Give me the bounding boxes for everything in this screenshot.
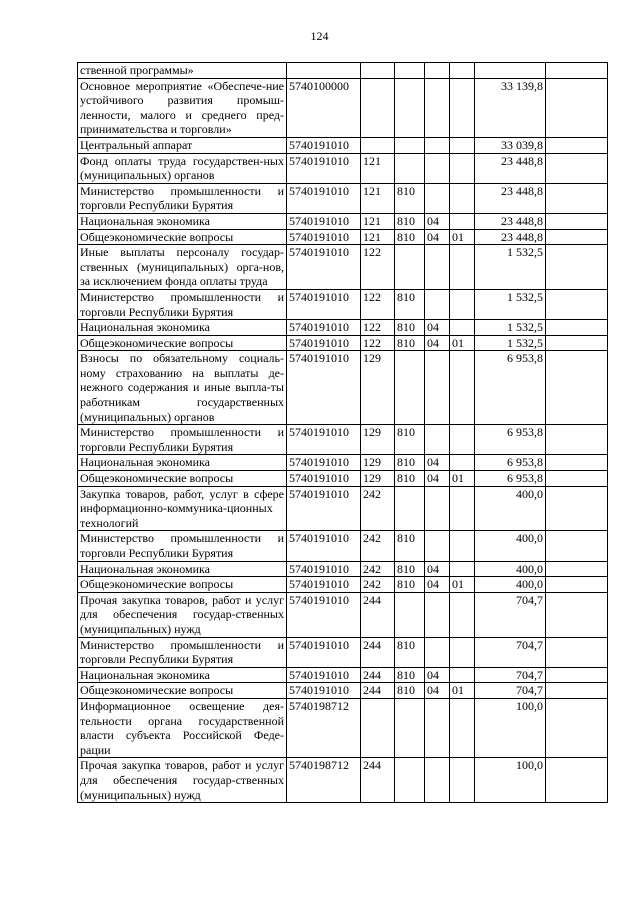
row-extra (546, 455, 608, 471)
row-ministry-code: 810 (395, 335, 425, 351)
row-section: 04 (425, 561, 450, 577)
row-amount: 1 532,5 (475, 289, 546, 319)
row-name: Иные выплаты персоналу государ-ственных (муниципальных) орга-нов, за исключением фонда оплаты труда (78, 245, 287, 290)
row-section (425, 698, 450, 757)
row-section: 04 (425, 229, 450, 245)
row-subsection (450, 320, 475, 336)
row-name: Общеэкономические вопросы (78, 229, 287, 245)
row-section (425, 486, 450, 531)
table-row (78, 289, 608, 319)
row-ministry-code: 810 (395, 531, 425, 561)
row-name: Национальная экономика (78, 561, 287, 577)
row-name: Фонд оплаты труда государствен-ных (муниципальных) органов (78, 153, 287, 183)
row-ministry-code: 810 (395, 289, 425, 319)
row-name: Национальная экономика (78, 320, 287, 336)
row-amount: 6 953,8 (475, 471, 546, 487)
table-row (78, 137, 608, 153)
row-extra (546, 471, 608, 487)
row-code: 5740191010 (287, 229, 361, 245)
table-row (78, 320, 608, 336)
row-ministry-code: 810 (395, 471, 425, 487)
row-code: 5740191010 (287, 637, 361, 667)
row-expense-type (361, 63, 395, 79)
row-section: 04 (425, 577, 450, 593)
row-ministry-code (395, 153, 425, 183)
row-section: 04 (425, 213, 450, 229)
row-code: 5740191010 (287, 289, 361, 319)
row-name: Основное мероприятие «Обеспече-ние устойчивого развития промыш-ленности, малого и среднего пред-принимательства и торговли» (78, 78, 287, 137)
row-name: Национальная экономика (78, 667, 287, 683)
row-expense-type: 242 (361, 486, 395, 531)
row-name: Общеэкономические вопросы (78, 577, 287, 593)
row-amount: 23 448,8 (475, 213, 546, 229)
row-ministry-code (395, 592, 425, 637)
row-subsection: 01 (450, 577, 475, 593)
row-section (425, 531, 450, 561)
row-extra (546, 592, 608, 637)
row-amount: 704,7 (475, 637, 546, 667)
row-amount: 100,0 (475, 758, 546, 803)
row-amount: 33 039,8 (475, 137, 546, 153)
table-row (78, 592, 608, 637)
row-section (425, 637, 450, 667)
row-section: 04 (425, 335, 450, 351)
row-expense-type (361, 78, 395, 137)
table-row (78, 577, 608, 593)
row-subsection: 01 (450, 229, 475, 245)
row-code: 5740191010 (287, 425, 361, 455)
row-section (425, 63, 450, 79)
row-expense-type: 121 (361, 213, 395, 229)
row-extra (546, 577, 608, 593)
row-ministry-code: 810 (395, 637, 425, 667)
row-ministry-code: 810 (395, 425, 425, 455)
row-name: Закупка товаров, работ, услуг в сфере информационно-коммуника-ционных технологий (78, 486, 287, 531)
row-ministry-code (395, 137, 425, 153)
table-row (78, 213, 608, 229)
row-ministry-code (395, 78, 425, 137)
row-section (425, 351, 450, 425)
row-extra (546, 78, 608, 137)
row-expense-type (361, 137, 395, 153)
row-amount: 6 953,8 (475, 425, 546, 455)
row-name: Взносы по обязательному социаль-ному страхованию на выплаты де-нежного содержания и иные выпла-ты работникам государственных (муниципальных) органов (78, 351, 287, 425)
row-code: 5740191010 (287, 455, 361, 471)
row-extra (546, 137, 608, 153)
row-extra (546, 667, 608, 683)
row-code: 5740198712 (287, 698, 361, 757)
row-ministry-code: 810 (395, 561, 425, 577)
row-amount: 100,0 (475, 698, 546, 757)
row-subsection (450, 758, 475, 803)
row-code: 5740191010 (287, 351, 361, 425)
row-code: 5740191010 (287, 683, 361, 699)
row-subsection (450, 486, 475, 531)
row-subsection (450, 561, 475, 577)
table-row (78, 425, 608, 455)
row-amount: 23 448,8 (475, 153, 546, 183)
row-subsection: 01 (450, 471, 475, 487)
row-name: Информационное освещение дея-тельности органа государственной власти субъекта Российской Феде-рации (78, 698, 287, 757)
row-code: 5740191010 (287, 153, 361, 183)
table-row (78, 153, 608, 183)
row-name: Национальная экономика (78, 213, 287, 229)
row-ministry-code: 810 (395, 183, 425, 213)
row-code: 5740191010 (287, 561, 361, 577)
row-name: Министерство промышленности и торговли Республики Бурятия (78, 183, 287, 213)
row-extra (546, 229, 608, 245)
row-expense-type: 121 (361, 229, 395, 245)
row-code: 5740100000 (287, 78, 361, 137)
row-extra (546, 63, 608, 79)
row-expense-type: 242 (361, 577, 395, 593)
row-name: Министерство промышленности и торговли Республики Бурятия (78, 289, 287, 319)
row-expense-type: 122 (361, 335, 395, 351)
row-code: 5740191010 (287, 137, 361, 153)
row-section (425, 289, 450, 319)
row-amount: 23 448,8 (475, 229, 546, 245)
row-amount: 400,0 (475, 486, 546, 531)
row-code: 5740191010 (287, 213, 361, 229)
row-expense-type: 121 (361, 153, 395, 183)
row-name: Национальная экономика (78, 455, 287, 471)
table-row (78, 561, 608, 577)
row-name: Общеэкономические вопросы (78, 683, 287, 699)
row-amount: 400,0 (475, 577, 546, 593)
row-section: 04 (425, 455, 450, 471)
row-subsection (450, 425, 475, 455)
row-ministry-code: 810 (395, 683, 425, 699)
row-subsection (450, 592, 475, 637)
row-extra (546, 425, 608, 455)
row-subsection (450, 63, 475, 79)
row-subsection: 01 (450, 683, 475, 699)
row-ministry-code (395, 351, 425, 425)
row-ministry-code: 810 (395, 213, 425, 229)
row-subsection (450, 213, 475, 229)
row-name: Общеэкономические вопросы (78, 471, 287, 487)
table-row (78, 78, 608, 137)
row-name: Министерство промышленности и торговли Республики Бурятия (78, 425, 287, 455)
table-row (78, 229, 608, 245)
table-row (78, 698, 608, 757)
row-ministry-code (395, 698, 425, 757)
row-name: Прочая закупка товаров, работ и услуг для обеспечения государ-ственных (муниципальных) нужд (78, 758, 287, 803)
row-name: Центральный аппарат (78, 137, 287, 153)
row-amount: 704,7 (475, 592, 546, 637)
row-expense-type: 129 (361, 351, 395, 425)
budget-table (77, 62, 608, 803)
row-section (425, 78, 450, 137)
row-expense-type: 129 (361, 471, 395, 487)
row-expense-type: 122 (361, 320, 395, 336)
row-code: 5740191010 (287, 531, 361, 561)
row-subsection (450, 289, 475, 319)
row-subsection (450, 531, 475, 561)
row-amount: 33 139,8 (475, 78, 546, 137)
row-ministry-code (395, 245, 425, 290)
row-section (425, 183, 450, 213)
row-extra (546, 320, 608, 336)
row-expense-type (361, 698, 395, 757)
row-ministry-code (395, 758, 425, 803)
row-name: Общеэкономические вопросы (78, 335, 287, 351)
row-expense-type: 122 (361, 245, 395, 290)
row-extra (546, 683, 608, 699)
row-subsection (450, 351, 475, 425)
row-ministry-code: 810 (395, 320, 425, 336)
row-extra (546, 245, 608, 290)
row-subsection (450, 667, 475, 683)
table-row (78, 335, 608, 351)
table-row (78, 471, 608, 487)
row-ministry-code: 810 (395, 455, 425, 471)
row-amount: 6 953,8 (475, 455, 546, 471)
row-code: 5740198712 (287, 758, 361, 803)
row-section (425, 592, 450, 637)
row-extra (546, 351, 608, 425)
table-row (78, 637, 608, 667)
row-expense-type: 122 (361, 289, 395, 319)
row-ministry-code (395, 486, 425, 531)
row-extra (546, 213, 608, 229)
row-section: 04 (425, 320, 450, 336)
table-row (78, 63, 608, 79)
table-row (78, 531, 608, 561)
row-expense-type: 244 (361, 683, 395, 699)
row-section (425, 425, 450, 455)
row-expense-type: 244 (361, 667, 395, 683)
row-ministry-code: 810 (395, 667, 425, 683)
table-row (78, 455, 608, 471)
table-row (78, 351, 608, 425)
row-code: 5740191010 (287, 577, 361, 593)
row-subsection (450, 153, 475, 183)
row-amount: 1 532,5 (475, 245, 546, 290)
row-subsection (450, 637, 475, 667)
row-amount: 1 532,5 (475, 320, 546, 336)
table-row (78, 683, 608, 699)
row-expense-type: 244 (361, 592, 395, 637)
row-ministry-code: 810 (395, 577, 425, 593)
row-code: 5740191010 (287, 245, 361, 290)
row-name: Министерство промышленности и торговли Республики Бурятия (78, 531, 287, 561)
row-amount: 23 448,8 (475, 183, 546, 213)
row-extra (546, 698, 608, 757)
row-extra (546, 335, 608, 351)
row-extra (546, 486, 608, 531)
row-expense-type: 121 (361, 183, 395, 213)
row-section: 04 (425, 683, 450, 699)
row-extra (546, 637, 608, 667)
row-subsection: 01 (450, 335, 475, 351)
row-expense-type: 129 (361, 425, 395, 455)
row-name: Прочая закупка товаров, работ и услуг для обеспечения государ-ственных (муниципальных) нужд (78, 592, 287, 637)
row-code: 5740191010 (287, 667, 361, 683)
row-extra (546, 183, 608, 213)
row-extra (546, 561, 608, 577)
row-code: 5740191010 (287, 320, 361, 336)
row-code: 5740191010 (287, 592, 361, 637)
row-expense-type: 244 (361, 758, 395, 803)
row-amount: 6 953,8 (475, 351, 546, 425)
row-amount: 1 532,5 (475, 335, 546, 351)
table-row (78, 758, 608, 803)
row-subsection (450, 245, 475, 290)
row-section: 04 (425, 667, 450, 683)
row-name: ственной программы» (78, 63, 287, 79)
table-row (78, 486, 608, 531)
row-amount: 400,0 (475, 531, 546, 561)
row-ministry-code (395, 63, 425, 79)
row-extra (546, 289, 608, 319)
row-subsection (450, 698, 475, 757)
row-amount (475, 63, 546, 79)
row-name: Министерство промышленности и торговли Республики Бурятия (78, 637, 287, 667)
row-amount: 400,0 (475, 561, 546, 577)
row-expense-type: 242 (361, 531, 395, 561)
table-row (78, 667, 608, 683)
row-expense-type: 244 (361, 637, 395, 667)
row-code (287, 63, 361, 79)
row-extra (546, 153, 608, 183)
row-code: 5740191010 (287, 486, 361, 531)
row-extra (546, 531, 608, 561)
row-subsection (450, 137, 475, 153)
row-subsection (450, 183, 475, 213)
row-extra (546, 758, 608, 803)
row-code: 5740191010 (287, 183, 361, 213)
table-row (78, 245, 608, 290)
row-section (425, 137, 450, 153)
row-section (425, 153, 450, 183)
row-subsection (450, 78, 475, 137)
row-section: 04 (425, 471, 450, 487)
row-expense-type: 242 (361, 561, 395, 577)
row-section (425, 245, 450, 290)
row-ministry-code: 810 (395, 229, 425, 245)
row-amount: 704,7 (475, 667, 546, 683)
row-section (425, 758, 450, 803)
row-expense-type: 129 (361, 455, 395, 471)
page-number: 124 (310, 29, 329, 43)
row-code: 5740191010 (287, 335, 361, 351)
row-amount: 704,7 (475, 683, 546, 699)
table-row (78, 183, 608, 213)
row-subsection (450, 455, 475, 471)
row-code: 5740191010 (287, 471, 361, 487)
